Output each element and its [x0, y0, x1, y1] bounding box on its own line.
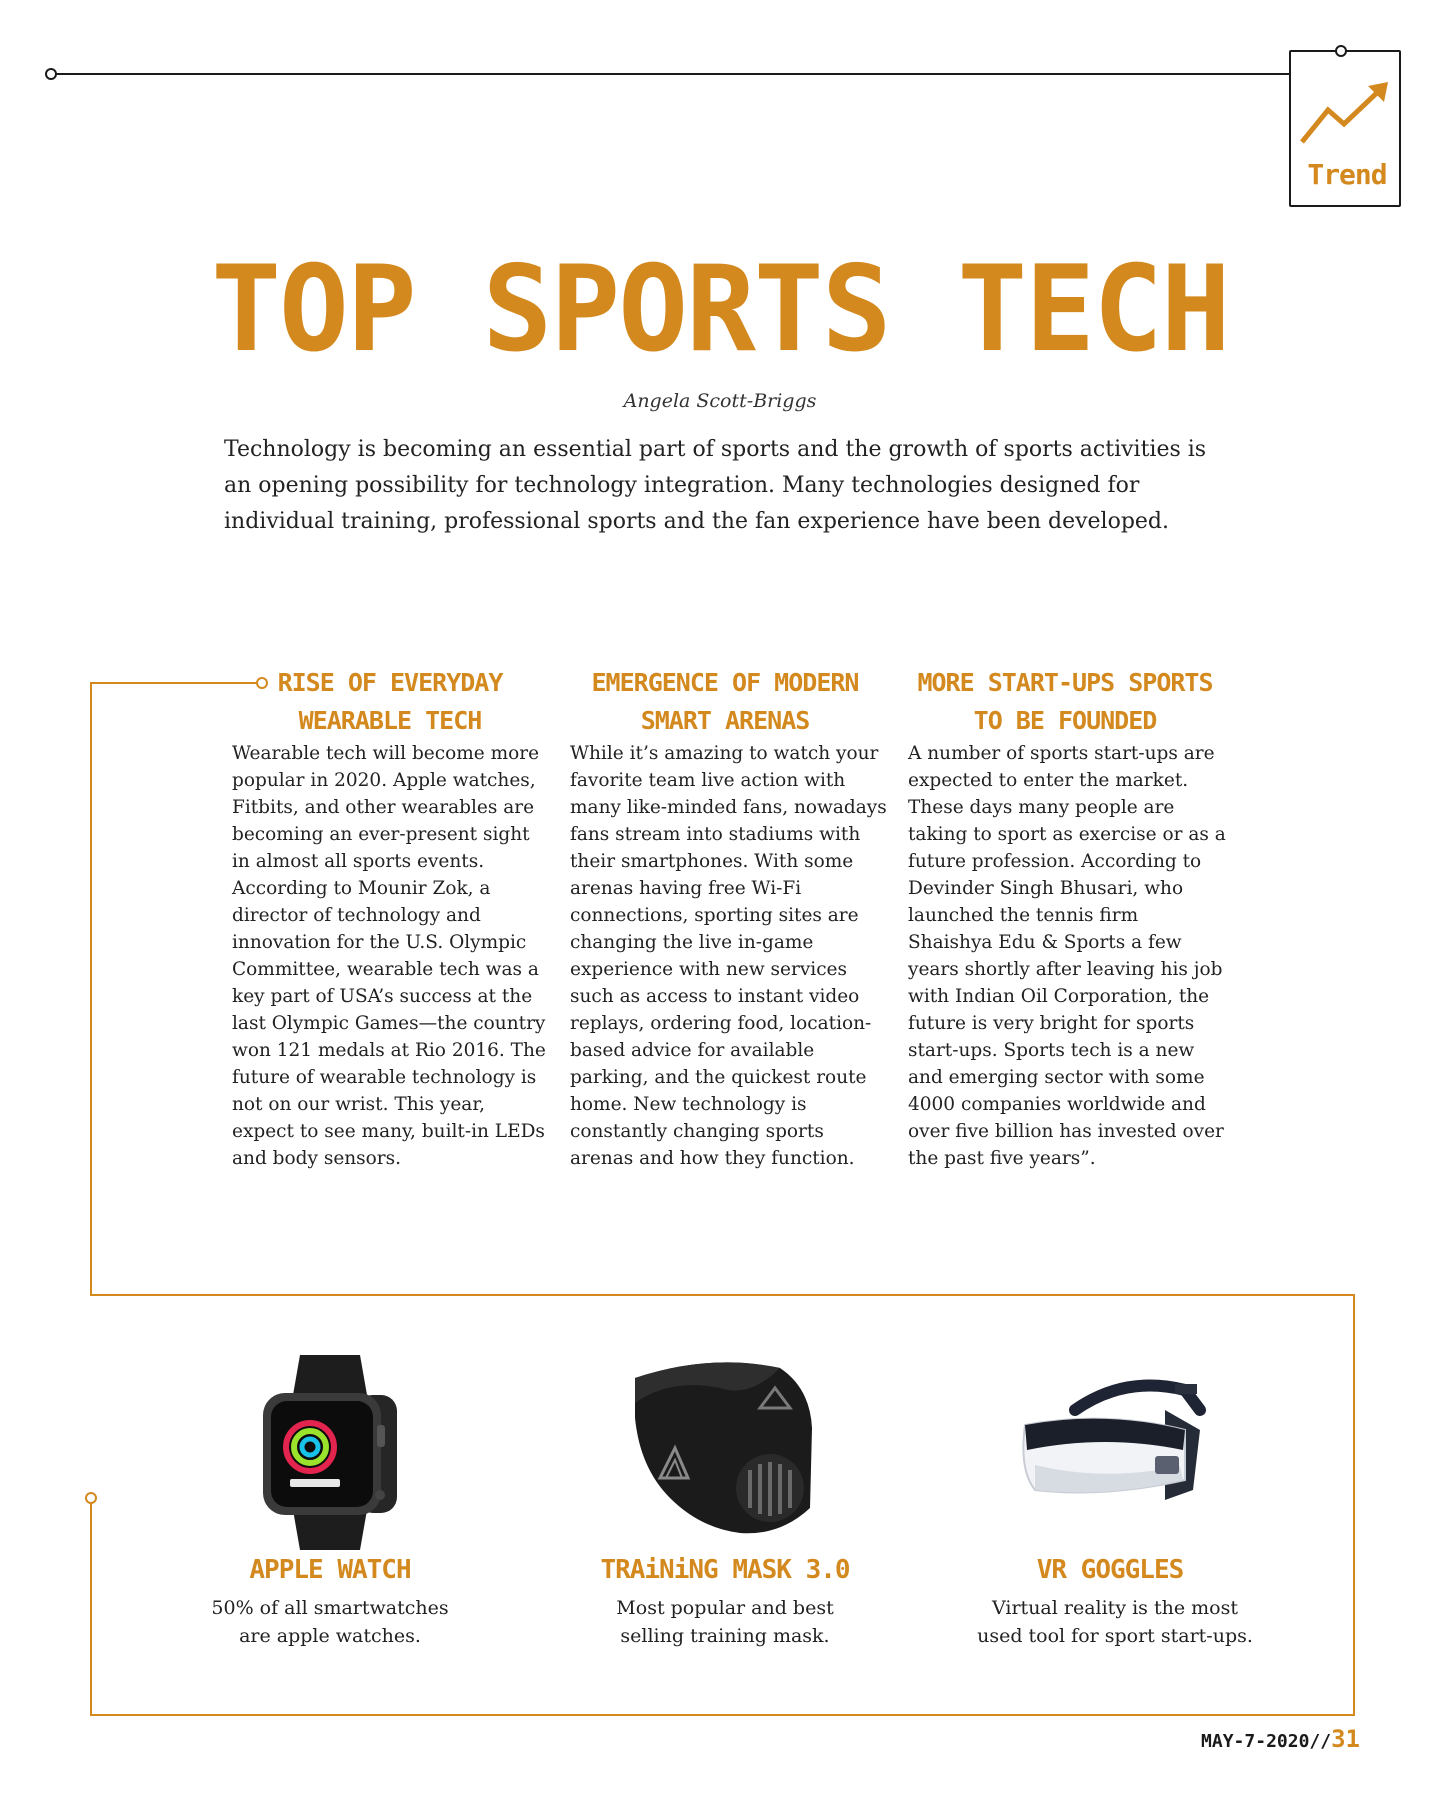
- product-desc-vr-goggles: [955, 1594, 1275, 1650]
- column-heading-wearable: [230, 664, 550, 740]
- column-heading-line: MORE START-UPS SPORTS: [917, 668, 1213, 697]
- footer-date: MAY-7-2020//: [1201, 1731, 1332, 1752]
- top-rule-line: [55, 73, 1290, 75]
- trend-arrow-icon: [1298, 80, 1394, 150]
- frame-line-bottom: [90, 1714, 1355, 1716]
- column-heading-line: EMERGENCE OF MODERN: [591, 668, 859, 697]
- product-desc-line: selling training mask.: [620, 1625, 830, 1647]
- column-body-wearable: Wearable tech will become more popular in 2020. Apple watches, Fitbits, and other wearables are becoming an ever-present sight in almost all sports events. According to Mounir Zok, a director of technology and innovation for the U.S. Olympic Committee, wearable tech was a key part of USA’s success at the last Olympic Games—the country won 121 medals at Rio 2016. The future of wearable technology is not on our wrist. This year, expect to see many, built-in LEDs and body sensors.: [232, 743, 546, 1169]
- top-rule-dot: [45, 68, 57, 80]
- column-heading-line: WEARABLE TECH: [298, 706, 482, 735]
- column-heading-arenas: [560, 664, 890, 740]
- frame-line-middle: [90, 1294, 1355, 1296]
- intro-paragraph: Technology is becoming an essential part of sports and the growth of sports activities is an opening possibility for technology integration. Many technologies designed for individual training, professional sports and the fan experience have been developed.: [224, 437, 1207, 534]
- product-desc-apple-watch: [170, 1594, 490, 1650]
- trend-badge-dot: [1335, 45, 1347, 57]
- column-heading-line: RISE OF EVERYDAY: [277, 668, 503, 697]
- column-body-startups: A number of sports start-ups are expected to enter the market. These days many people are taking to sport as exercise or as a future profession. According to Devinder Singh Bhusari, who launched the tennis firm Shaishya Edu & Sports a few years shortly after leaving his job with Indian Oil Corporation, the future is very bright for sports start-ups. Sports tech is a new and emerging sector with some 4000 companies worldwide and over five billion has invested over the past five years”.: [908, 743, 1226, 1169]
- column-heading-line: TO BE FOUNDED: [973, 706, 1157, 735]
- apple-watch-icon: [255, 1355, 405, 1550]
- column-heading-startups: [895, 664, 1235, 740]
- frame-dot-left: [85, 1492, 97, 1504]
- frame-line-right: [1353, 1294, 1355, 1716]
- training-mask-icon: [630, 1358, 820, 1538]
- page-footer: [1201, 1725, 1360, 1753]
- trend-badge-label: Trend: [1307, 158, 1387, 191]
- column-heading-line: SMART ARENAS: [640, 706, 810, 735]
- frame-line-left-lower: [90, 1500, 92, 1716]
- product-desc-line: 50% of all smartwatches: [211, 1597, 449, 1619]
- author-byline: Angela Scott-Briggs: [623, 390, 817, 412]
- product-desc-line: Most popular and best: [616, 1597, 834, 1619]
- product-desc-training-mask: [565, 1594, 885, 1650]
- product-desc-line: are apple watches.: [239, 1625, 421, 1647]
- column-body-arenas: While it’s amazing to watch your favorite team live action with many like-minded fans, nowadays fans stream into stadiums with their smartphones. With some arenas having free Wi-Fi connections, sporting sites are changing the live in-game experience with new services such as access to instant video replays, ordering food, location-based advice for available parking, and the quickest route home. New technology is constantly changing sports arenas and how they function.: [570, 743, 887, 1169]
- product-title-vr-goggles: VR GOGGLES: [1036, 1555, 1184, 1585]
- vr-goggles-icon: [1015, 1370, 1215, 1520]
- product-title-training-mask: TRAiNiNG MASK 3.0: [600, 1555, 850, 1585]
- page-title: TOP SPORTS TECH: [211, 240, 1229, 379]
- page-number: 31: [1331, 1725, 1360, 1753]
- product-title-apple-watch: APPLE WATCH: [249, 1555, 411, 1585]
- frame-line-left-upper: [90, 682, 92, 1296]
- product-desc-line: used tool for sport start-ups.: [977, 1625, 1253, 1647]
- product-desc-line: Virtual reality is the most: [992, 1597, 1238, 1619]
